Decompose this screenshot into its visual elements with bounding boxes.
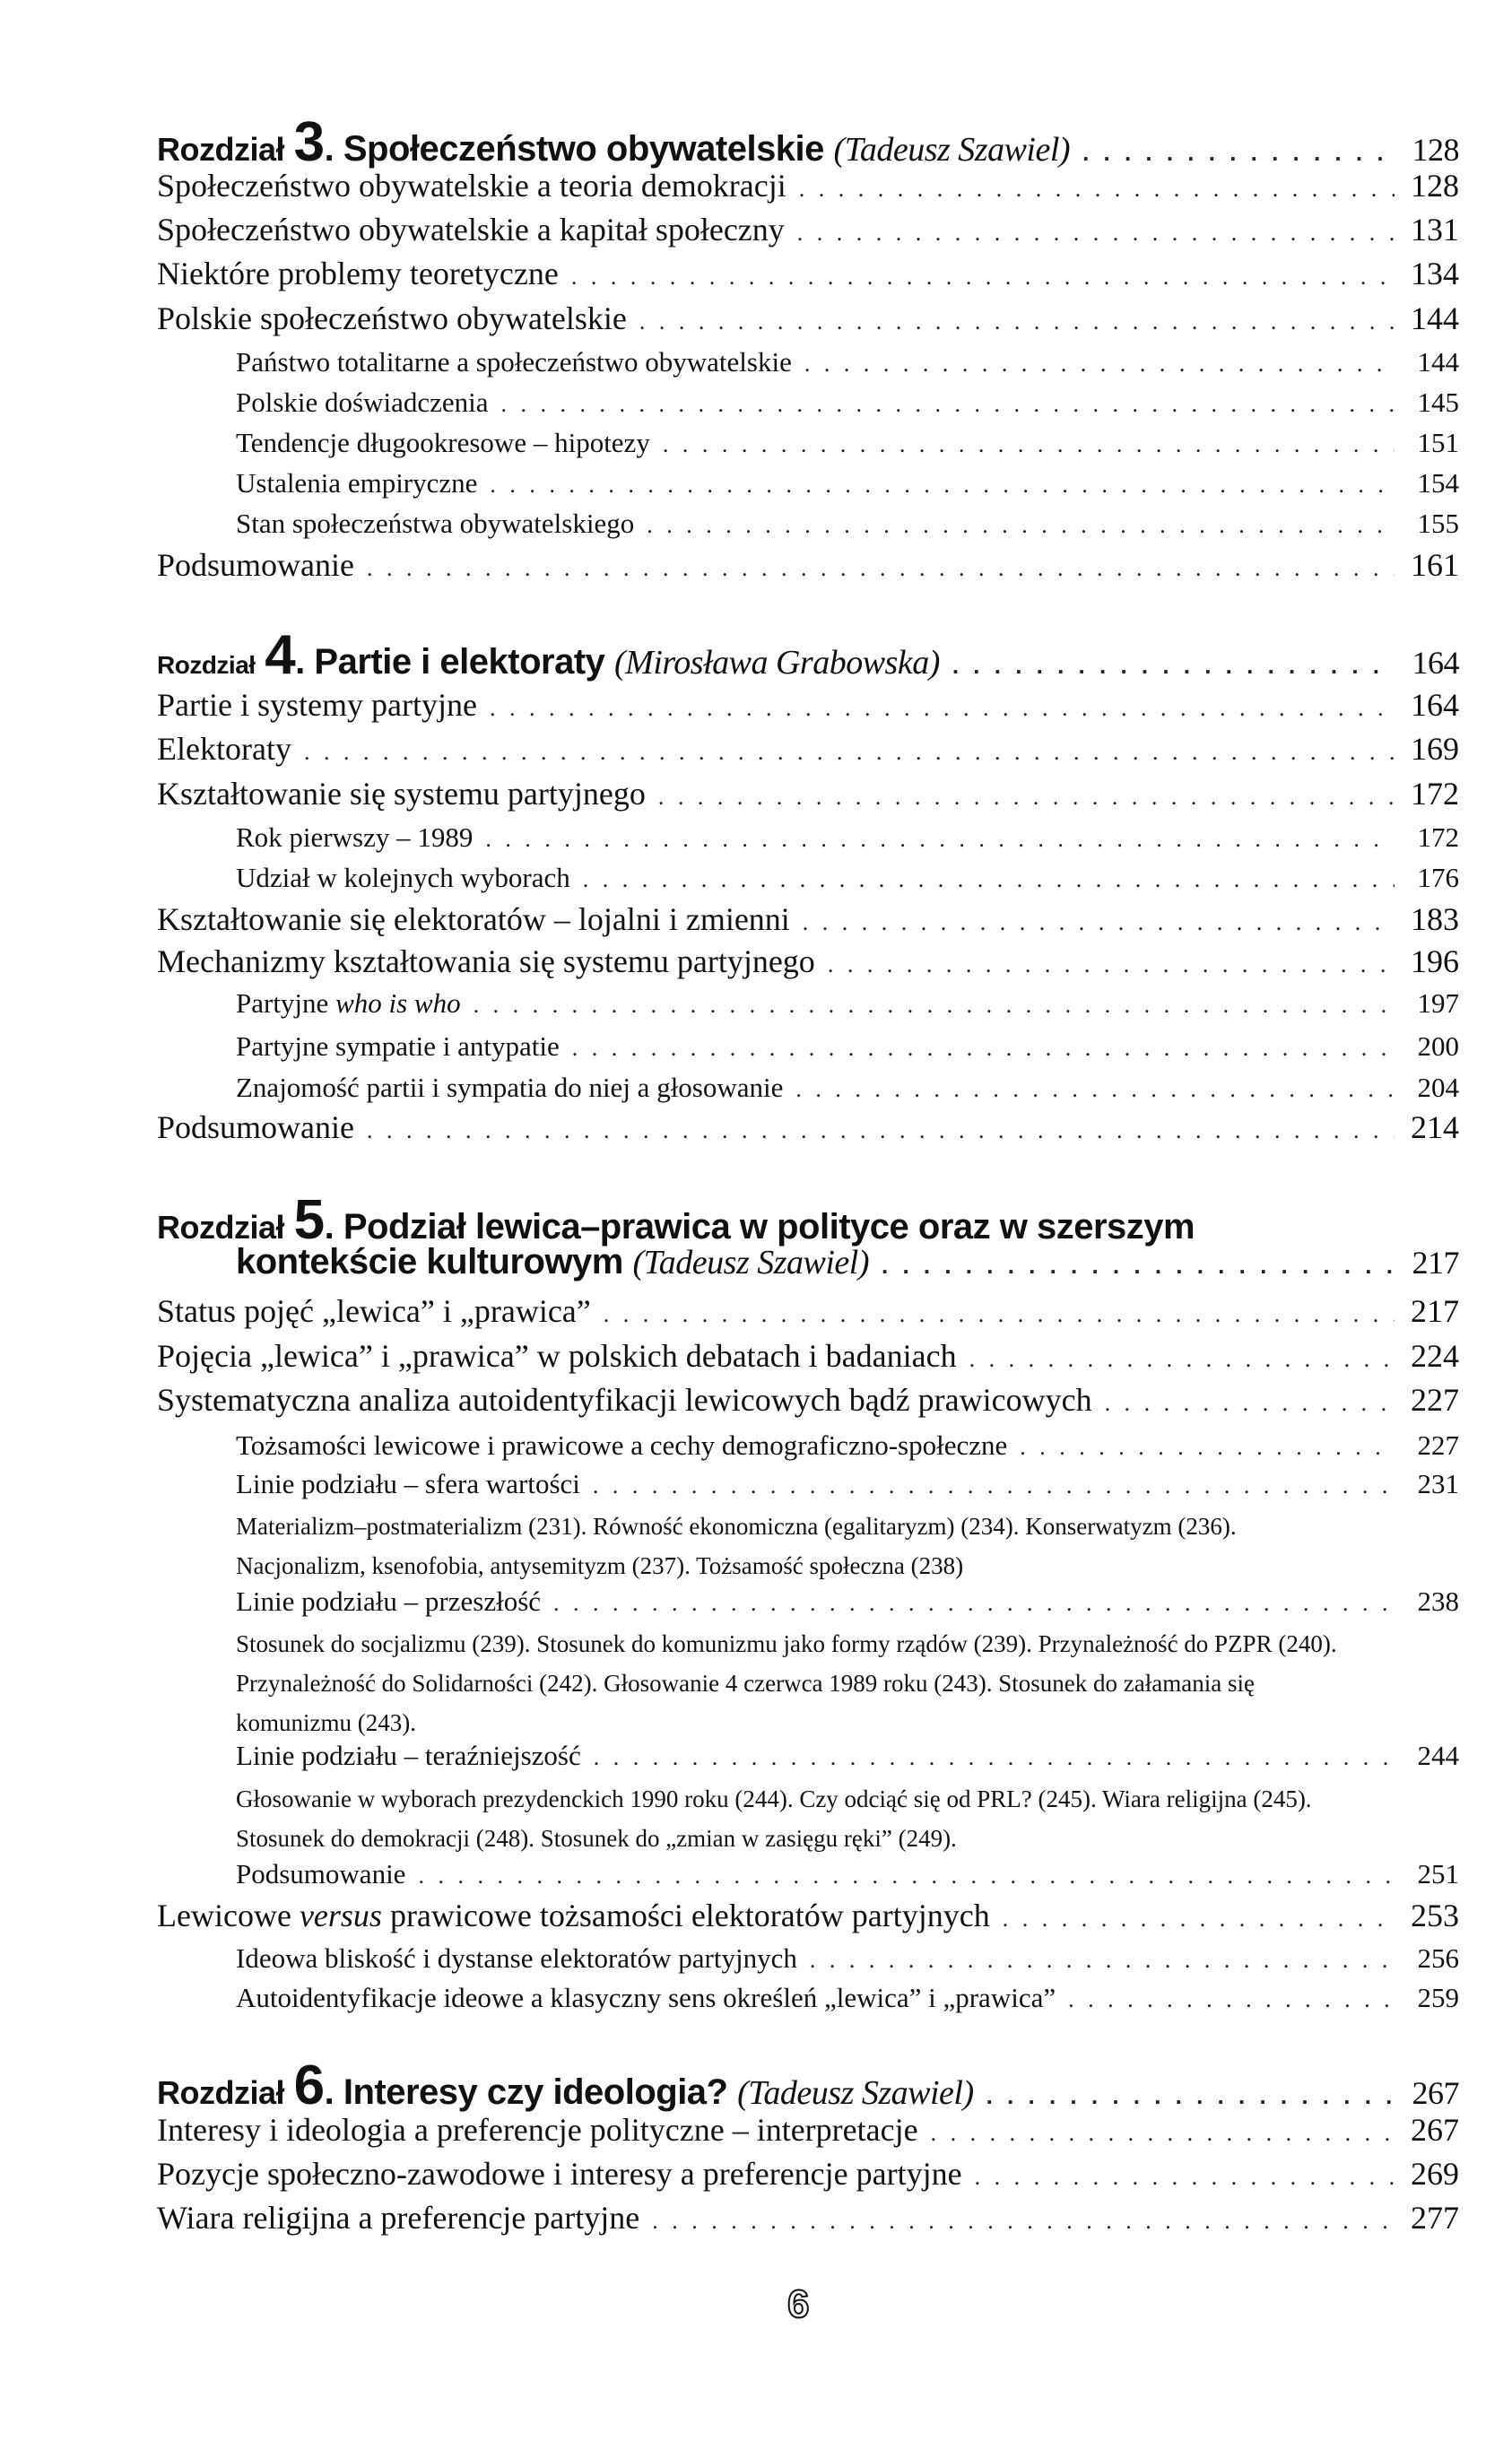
toc-subentry — [236, 1072, 1459, 1104]
page-ref: 145 — [1417, 387, 1459, 418]
toc-entry — [157, 300, 1459, 337]
chapter-5-heading-line2 — [236, 1242, 1459, 1282]
leader-dots — [474, 992, 1395, 1019]
entry-title: Ideowa bliskość i dystanse elektoratów partyjnych — [236, 1942, 797, 1974]
chapter-number: 5 — [293, 1189, 325, 1251]
page-ref: 196 — [1411, 943, 1459, 979]
page-ref: 259 — [1417, 1982, 1459, 2013]
leader-dots — [304, 739, 1395, 766]
toc-entry — [157, 255, 1459, 292]
entry-title: Wiara religijna a preferencje partyjne — [157, 2200, 640, 2236]
leader-dots — [1105, 1390, 1395, 1417]
page-ref: 267 — [1412, 2075, 1459, 2111]
entry-title-suffix: prawicowe tożsamości elektoratów partyjnych — [381, 1898, 990, 1933]
leader-dots — [604, 1301, 1395, 1328]
page-ref: 151 — [1417, 427, 1459, 458]
page-ref: 217 — [1411, 1293, 1459, 1329]
entry-title: Interesy i ideologia a preferencje polityczne – interpretacje — [157, 2112, 918, 2148]
page-ref: 224 — [1411, 1338, 1459, 1374]
chapter-title-continued: kontekście kulturowym — [236, 1242, 623, 1281]
entry-title: Tożsamości lewicowe i prawicowe a cechy demograficzno-społeczne — [236, 1429, 1008, 1461]
page-ref: 267 — [1411, 2112, 1459, 2148]
page-ref: 200 — [1417, 1030, 1459, 1062]
page-ref: 244 — [1417, 1740, 1459, 1771]
page-ref: 277 — [1411, 2200, 1459, 2236]
page-ref: 144 — [1417, 346, 1459, 378]
page-ref: 144 — [1411, 300, 1459, 336]
toc-subentry — [236, 862, 1459, 894]
leader-dots — [952, 652, 1395, 680]
leader-dots — [658, 784, 1395, 811]
leader-dots — [969, 1346, 1395, 1373]
entry-title: Systematyczna analiza autoidentyfikacji lewicowych bądź prawicowych — [157, 1382, 1092, 1418]
entry-title: Elektoraty — [157, 731, 291, 767]
entry-title: Społeczeństwo obywatelskie a kapitał społeczny — [157, 212, 785, 248]
entry-title: Państwo totalitarne a społeczeństwo obywatelskie — [236, 346, 792, 378]
leader-dots — [803, 909, 1395, 936]
leader-dots — [593, 1472, 1395, 1499]
toc-subentry — [236, 467, 1459, 499]
toc-entry — [157, 686, 1459, 724]
page-ref: 238 — [1417, 1585, 1459, 1617]
entry-title: Status pojęć „lewica” i „prawica” — [157, 1293, 591, 1329]
entry-title: Niektóre problemy teoretyczne — [157, 256, 559, 291]
toc-subentry — [236, 821, 1459, 854]
leader-dots — [571, 264, 1395, 291]
leader-dots — [799, 176, 1395, 203]
entry-title-prefix: Partyjne — [236, 987, 336, 1019]
chapter-label: Rozdział — [157, 1209, 285, 1246]
leader-dots — [485, 826, 1395, 853]
leader-dots — [594, 1744, 1395, 1771]
page-ref: 172 — [1411, 776, 1459, 812]
entry-title-prefix: Lewicowe — [157, 1898, 300, 1933]
entry-title: Ustalenia empiryczne — [236, 467, 478, 499]
page-ref: 256 — [1417, 1942, 1459, 1974]
chapter-label: Rozdział — [157, 131, 285, 168]
page-ref: 214 — [1411, 1109, 1459, 1145]
chapter-title: . Społeczeństwo obywatelskie — [324, 129, 824, 169]
chapter-author: (Tadeusz Szawiel) — [737, 2074, 974, 2112]
entry-title: Znajomość partii i sympatia do niej a głosowanie — [236, 1072, 784, 1103]
toc-entry — [157, 2155, 1459, 2193]
page-ref: 176 — [1417, 862, 1459, 893]
toc-subentry — [236, 987, 1459, 1020]
leader-dots — [1020, 1434, 1395, 1461]
entry-title: Partie i systemy partyjne — [157, 687, 477, 723]
leader-dots — [652, 2208, 1395, 2235]
leader-dots — [553, 1590, 1395, 1617]
page-ref: 204 — [1417, 1072, 1459, 1103]
leader-dots — [828, 951, 1395, 978]
leader-dots — [1082, 139, 1395, 167]
leader-dots — [1068, 1986, 1395, 2013]
chapter-5-heading — [157, 1189, 1459, 1251]
toc-subentry — [236, 387, 1459, 419]
chapter-3-heading — [157, 111, 1459, 173]
toc-subentry — [236, 1468, 1459, 1500]
toc-entry — [157, 1897, 1459, 1934]
page-ref: 227 — [1417, 1429, 1459, 1461]
entry-title: Tendencje długookresowe – hipotezy — [236, 427, 650, 458]
chapter-title: . Interesy czy ideologia? — [324, 2072, 728, 2112]
leader-dots — [490, 472, 1395, 499]
page-ref: 164 — [1412, 645, 1459, 681]
chapter-author: (Tadeusz Szawiel) — [632, 1244, 870, 1281]
entry-title: Mechanizmy kształtowania się systemu partyjnego — [157, 943, 815, 979]
subtopics-note: Głosowanie w wyborach prezydenckich 1990 roku (244). Czy odciąć się od PRL? (245). Wiara religijna (245). Stosunek do demokracji (248). Stosunek do „zmian w zasięgu ręki” (249). — [236, 1785, 1312, 1852]
chapter-6-heading — [157, 2054, 1459, 2116]
leader-dots — [931, 2120, 1395, 2147]
leader-dots — [1003, 1906, 1395, 1933]
leader-dots — [639, 308, 1395, 335]
entry-title: Kształtowanie się systemu partyjnego — [157, 776, 646, 812]
page-ref: 172 — [1417, 821, 1459, 853]
toc-entry — [157, 943, 1459, 980]
leader-dots — [804, 351, 1395, 378]
page-ref: 134 — [1411, 256, 1459, 291]
toc-subentry — [236, 346, 1459, 378]
chapter-label: Rozdział — [157, 2074, 285, 2111]
entry-title: Kształtowanie się elektoratów – lojalni i zmienni — [157, 901, 790, 937]
leader-dots — [797, 220, 1395, 247]
chapter-author: (Tadeusz Szawiel) — [833, 131, 1071, 169]
page-ref: 131 — [1411, 212, 1459, 248]
toc-entry — [157, 775, 1459, 812]
page-ref: 253 — [1411, 1898, 1459, 1933]
page-number: 6 — [787, 2282, 810, 2326]
entry-title: Podsumowanie — [157, 547, 354, 583]
leader-dots — [418, 1863, 1395, 1889]
page-ref: 183 — [1411, 901, 1459, 937]
leader-dots — [663, 431, 1395, 458]
leader-dots — [367, 555, 1395, 582]
page-ref: 154 — [1417, 467, 1459, 499]
page-ref: 155 — [1417, 508, 1459, 539]
page-ref: 164 — [1411, 687, 1459, 723]
leader-dots — [882, 1252, 1395, 1280]
chapter-4-heading — [157, 624, 1459, 686]
leader-dots — [795, 1076, 1395, 1103]
toc-subentry — [236, 1942, 1459, 1975]
leader-dots — [367, 1117, 1395, 1144]
page-ref: 161 — [1411, 547, 1459, 583]
entry-title: Podsumowanie — [236, 1858, 406, 1889]
toc-subentry — [236, 1429, 1459, 1462]
entry-title — [236, 987, 461, 1020]
toc-entry — [157, 2199, 1459, 2237]
leader-dots — [572, 1035, 1395, 1062]
chapter-title: . Podział lewica–prawica w polityce oraz w szerszym — [324, 1207, 1195, 1247]
toc-subentry — [236, 1982, 1459, 2014]
chapter-number: 4 — [265, 624, 296, 686]
toc-entry — [157, 167, 1459, 204]
toc-subentry — [236, 427, 1459, 459]
toc-subentry — [236, 508, 1459, 540]
chapter-title: . Partie i elektoraty — [295, 642, 605, 682]
entry-title: Podsumowanie — [157, 1109, 354, 1145]
subtopics-note: Materializm–postmaterializm (231). Równość ekonomiczna (egalitaryzm) (234). Konserwatyzm (236). Nacjonalizm, ksenofobia, antysemityzm (237). Tożsamość społeczna (238) — [236, 1513, 1237, 1579]
page-ref: 128 — [1412, 132, 1459, 168]
entry-title-italic: who is who — [335, 987, 461, 1019]
entry-title: Linie podziału – przeszłość — [236, 1585, 542, 1617]
chapter-number: 3 — [293, 111, 325, 173]
chapter-number: 6 — [293, 2054, 325, 2116]
leader-dots — [986, 2082, 1395, 2110]
leader-dots — [490, 695, 1395, 722]
toc-entry — [157, 900, 1459, 938]
toc-entry — [157, 546, 1459, 584]
entry-title: Pojęcia „lewica” i „prawica” w polskich debatach i badaniach — [157, 1338, 957, 1374]
entry-title: Rok pierwszy – 1989 — [236, 821, 474, 853]
entry-title: Społeczeństwo obywatelskie a teoria demokracji — [157, 168, 786, 204]
entry-title: Polskie społeczeństwo obywatelskie — [157, 300, 627, 336]
entry-title: Linie podziału – sfera wartości — [236, 1468, 580, 1499]
leader-dots — [975, 2164, 1395, 2191]
page-ref: 231 — [1417, 1468, 1459, 1499]
entry-title: Polskie doświadczenia — [236, 387, 489, 418]
entry-title: Stan społeczeństwa obywatelskiego — [236, 508, 635, 539]
page-ref: 227 — [1411, 1382, 1459, 1418]
entry-title: Pozycje społeczno-zawodowe i interesy a preferencje partyjne — [157, 2156, 962, 2192]
chapter-label: Rozdział — [157, 651, 256, 679]
toc-entry — [157, 2111, 1459, 2149]
entry-title: Udział w kolejnych wyborach — [236, 862, 570, 893]
toc-entry — [157, 211, 1459, 248]
page-ref: 251 — [1417, 1858, 1459, 1889]
entry-title — [157, 1897, 990, 1934]
toc-entry — [157, 1108, 1459, 1146]
toc-subentry — [236, 1740, 1459, 1772]
leader-dots — [647, 512, 1395, 539]
toc-subentry — [236, 1858, 1459, 1890]
toc-subentry — [236, 1030, 1459, 1063]
entry-title: Autoidentyfikacje ideowe a klasyczny sens określeń „lewica” i „prawica” — [236, 1982, 1056, 2013]
toc-entry — [157, 730, 1459, 768]
leader-dots — [501, 391, 1395, 418]
page-ref: 269 — [1411, 2156, 1459, 2192]
toc-entry — [157, 1337, 1459, 1375]
page-ref: 217 — [1412, 1245, 1459, 1281]
leader-dots — [810, 1947, 1395, 1974]
entry-title: Partyjne sympatie i antypatie — [236, 1030, 560, 1062]
entry-title-italic: versus — [299, 1898, 382, 1933]
entry-title: Linie podziału – teraźniejszość — [236, 1740, 581, 1771]
leader-dots — [583, 866, 1395, 893]
page-ref: 128 — [1411, 168, 1459, 204]
subtopics-note: Stosunek do socjalizmu (239). Stosunek do komunizmu jako formy rządów (239). Przynależność do PZPR (240). Przynależność do Solidarności (242). Głosowanie 4 czerwca 1989 roku (243). Stosunek do załamania się komunizmu (243). — [236, 1630, 1337, 1736]
page-ref: 197 — [1417, 987, 1459, 1019]
toc-entry — [157, 1381, 1459, 1419]
page-ref: 169 — [1411, 731, 1459, 767]
toc-subentry — [236, 1585, 1459, 1618]
toc-entry — [157, 1292, 1459, 1330]
chapter-author: (Mirosława Grabowska) — [614, 644, 940, 682]
